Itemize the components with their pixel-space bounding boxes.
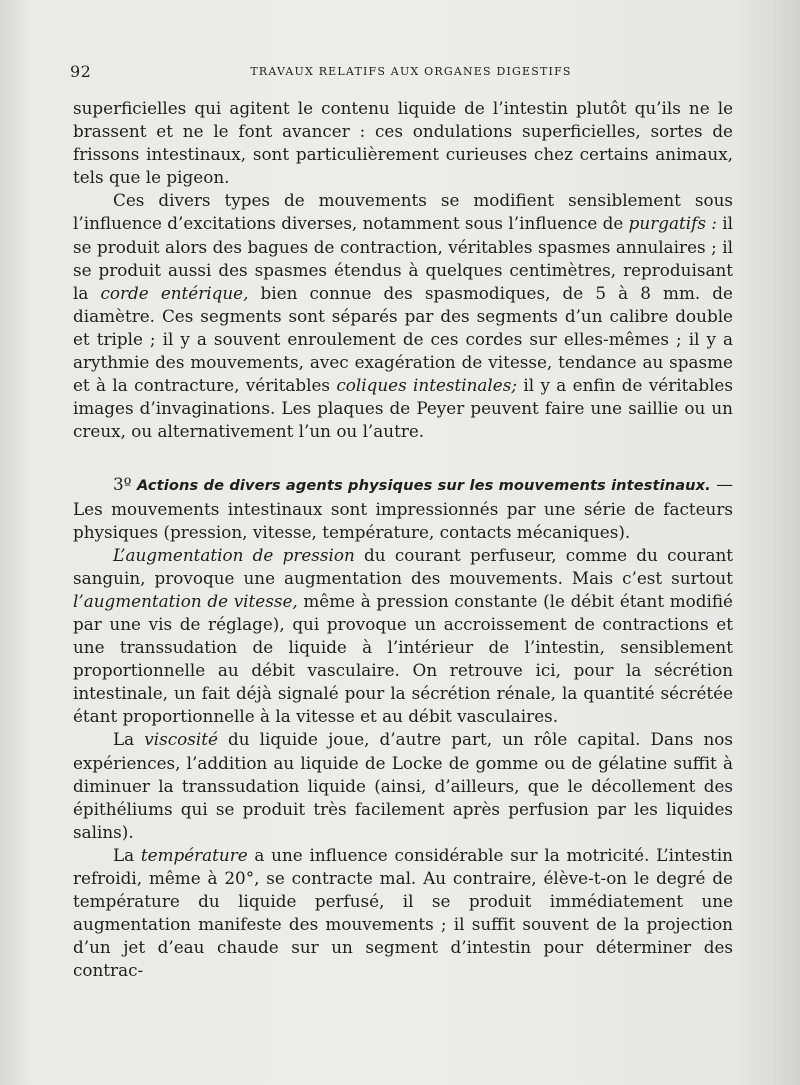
- italic-term-coliques-intestinales: coliques intestinales;: [336, 375, 517, 396]
- section-heading: Actions de divers agents physiques sur les mouvements intestinaux.: [136, 477, 711, 495]
- text-run: du liquide joue, d’autre part, un rôle capital. Dans nos expériences, l’addition au liquide de Locke de gomme ou de gélatine suffit à diminuer la transsudation liquide (ainsi, d’ailleurs, que le décollement des épithéliums qui se produit très facilement après perfusion par les liquides salins).: [73, 729, 734, 842]
- section-spacer: [73, 443, 733, 473]
- paragraph-viscosity: [73, 728, 733, 843]
- section-paragraph: [73, 473, 733, 543]
- page-number: 92: [70, 62, 92, 81]
- text-run: Les mouvements intestinaux sont impressionnés par une série de facteurs physiques (pression, vitesse, température, contacts mécaniques).: [73, 498, 733, 542]
- paragraph-temperature: [73, 844, 733, 983]
- italic-term-augmentation-pression: L’augmentation de pression: [113, 544, 355, 565]
- text-run: Ces divers types de mouvements se modifient sensiblement sous l’influence d’excitations diverses, notamment sous l’influence de: [73, 190, 733, 234]
- paragraph-continuation: superficielles qui agitent le contenu liquide de l’intestin plutôt qu’ils ne le brassent et ne le font avancer : ces ondulations superficielles, sortes de frissons intestinaux, sont particulièrement curieuses chez certains animaux, tels que le pigeon.: [73, 98, 733, 188]
- paragraph-movement-types: [73, 189, 733, 443]
- text-run: bien connue des spasmodiques, de 5 à 8 mm. de diamètre. Ces segments sont séparés par des segments d’un calibre double et triple ; il y a souvent enroulement de ces cordes sur elles-mêmes ; il y a arythmie des mouvements, avec exagération de vitesse, tendance au spasme et à la contracture, véritables: [73, 282, 733, 396]
- page-header: [70, 62, 734, 84]
- paragraph-pressure: [73, 544, 733, 729]
- running-head: TRAVAUX RELATIFS AUX ORGANES DIGESTIFS: [250, 65, 572, 78]
- text-run: il se produit alors des bagues de contraction, véritables spasmes annulaires ; il se produit aussi des spasmes étendus à quelques centimètres, reproduisant la: [73, 213, 733, 303]
- italic-term-viscosite: viscosité: [144, 729, 218, 750]
- section-number: 3º: [113, 474, 137, 495]
- text-run: a une influence considérable sur la motricité. L’intestin refroidi, même à 20°, se contracte mal. Au contraire, élève-t-on le degré de température du liquide perfusé, il se produit immédiatement une augmentation manifeste des mouvements ; il suffit souvent de la projection d’un jet d’eau chaude sur un segment d’intestin pour déterminer des contrac-: [73, 844, 733, 981]
- italic-term-augmentation-vitesse: l’augmentation de vitesse,: [73, 590, 298, 611]
- italic-term-temperature: température: [140, 844, 248, 865]
- text-run: La: [113, 844, 141, 865]
- italic-term-corde-enterique: corde entérique,: [100, 282, 249, 303]
- text-run: il y a enfin de véritables images d’invaginations. Les plaques de Peyer peuvent faire une saillie ou un creux, ou alternativement l’un ou l’autre.: [73, 375, 733, 442]
- text-run: La: [113, 729, 145, 750]
- page-body: [73, 97, 733, 982]
- text-run: même à pression constante (le débit étant modifié par une vis de réglage), qui provoque un accroissement de contractions et une transsudation de liquide à l’intérieur de l’intestin, sensiblement proportionnelle au débit vasculaire. On retrouve ici, pour la sécrétion intestinale, un fait déjà signalé pour la sécrétion rénale, la quantité sécrétée étant proportionnelle à la vitesse et au débit vasculaires.: [73, 590, 733, 727]
- text-run: du courant perfuseur, comme du courant sanguin, provoque une augmentation des mouvements. Mais c’est surtout: [73, 544, 733, 588]
- section-dash: —: [710, 474, 733, 495]
- italic-term-purgatifs: purgatifs :: [628, 213, 717, 234]
